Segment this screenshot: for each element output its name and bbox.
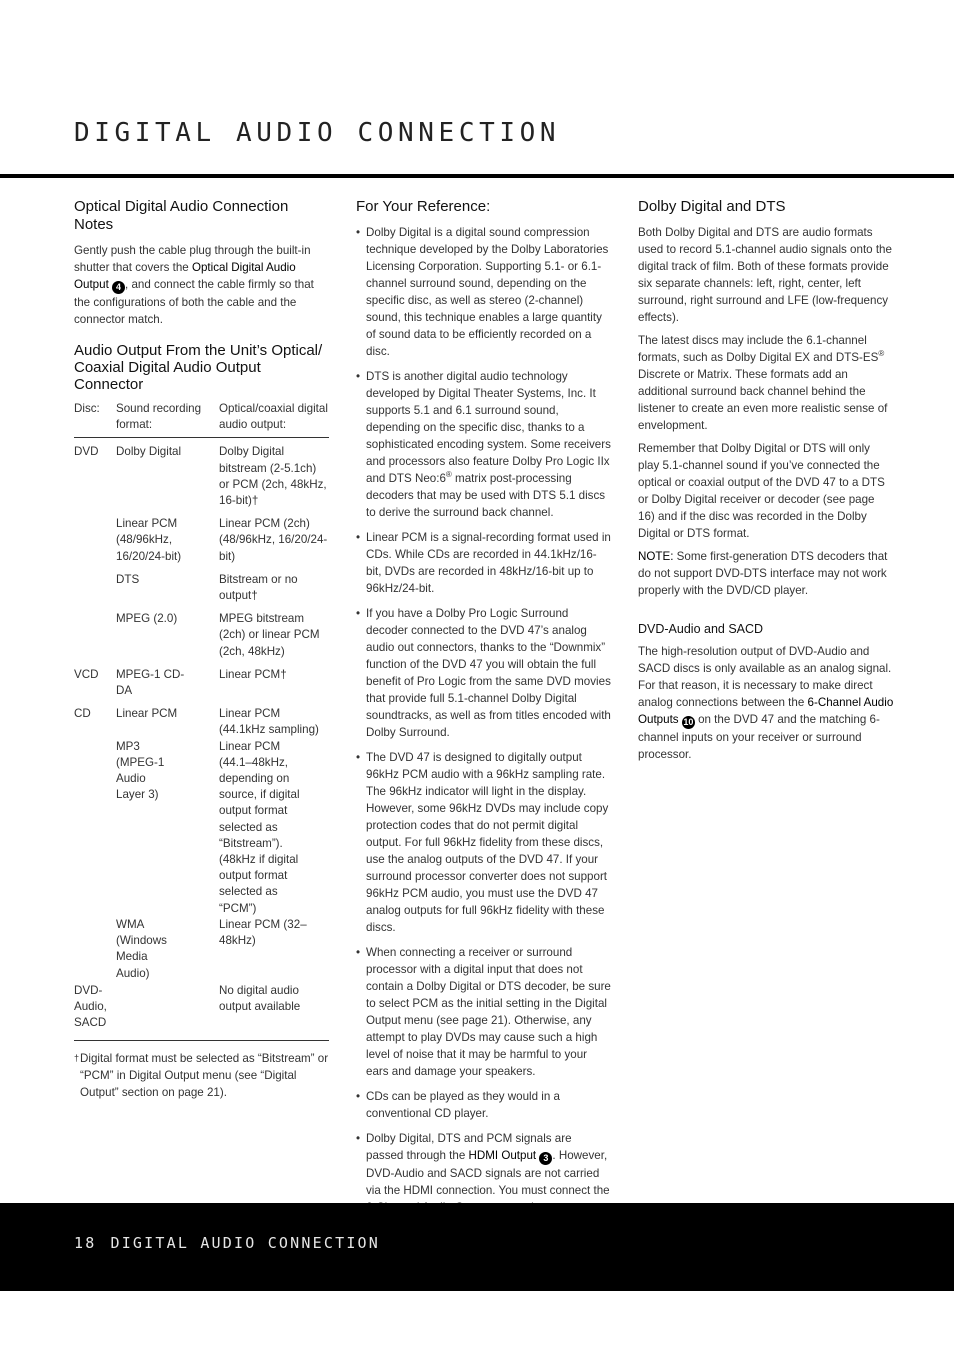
list-item: • CDs can be played as they would in a conventional CD player. xyxy=(356,1088,612,1122)
cell-disc xyxy=(74,611,116,660)
note-label: NOTE: xyxy=(638,550,674,563)
right-column xyxy=(638,198,894,763)
cell-format: MP3 (MPEG-1 Audio Layer 3) xyxy=(116,739,165,802)
header-disc: Disc: xyxy=(74,402,100,415)
cell-output: Linear PCM (32–48kHz) xyxy=(219,917,307,948)
bullet-text: DTS is another digital audio technology developed by Digital Theater Systems, Inc. It supports 5.1 and 6.1 surround sound, depending on the specific disc, thanks to a sophisticated encoding system. Some receivers and processors also feature Dolby Pro Logic IIx and DTS Neo:6 xyxy=(366,370,611,485)
bullet-text: . However, DVD-Audio and SACD signals are not carried via the HDMI connection. You must connect the xyxy=(366,1149,610,1197)
page-number: 18 xyxy=(74,1234,97,1252)
table-row xyxy=(74,572,329,604)
table-row xyxy=(74,611,329,660)
table-row xyxy=(74,917,329,982)
output-heading: Audio Output From the Unit’s Optical/ Coaxial Digital Audio Output Connector xyxy=(74,342,323,393)
list-item: • Dolby Digital is a digital sound compression technique developed by the Dolby Laboratories Licensing Corporation. Supporting 5.1- or 6.1-channel surround sound, depending on the specific disc, as well as stereo (2-channel) sound, this technique enables a large quantity of sound data to be efficiently recorded on a disc. xyxy=(356,224,612,360)
cell-format: Dolby Digital xyxy=(116,445,182,459)
footnote-mark: † xyxy=(74,1053,80,1064)
table-row xyxy=(74,667,329,699)
cell-format: WMA (Windows Media Audio) xyxy=(116,917,167,980)
hdmi-output-label: HDMI Output xyxy=(468,1149,537,1162)
cell-format: DTS xyxy=(116,572,140,586)
cell-output: Linear PCM (44.1kHz sampling) xyxy=(219,707,319,737)
dvd-audio-sacd-paragraph xyxy=(638,643,894,763)
list-item: • When connecting a receiver or surround processor with a digital input that does not contain a Dolby Digital or DTS decoder, be sure to select PCM as the initial setting in the Digital Output menu (see page 21). Otherwise, any attempt to play DVDs may cause such a high level of noise that it may be harmful to your ears and damage your speakers. xyxy=(356,944,612,1080)
cell-output: Linear PCM (44.1–48kHz, depending on source, if digital output format selected as “Bitstream”). (48kHz if digital output format selected as “PCM”) xyxy=(219,739,300,915)
paragraph-text: The high-resolution output of DVD-Audio and SACD discs is only available as an analog signal. For that reason, it is necessary to make direct analog connections between the xyxy=(638,645,892,709)
notes-text-2: , and connect the cable firmly so that the configurations of both the cable and the connector match. xyxy=(74,278,314,326)
middle-column xyxy=(356,198,612,1276)
table-bottom-rule xyxy=(74,1040,329,1041)
notes-heading: Optical Digital Audio Connection Notes xyxy=(74,198,289,233)
left-column xyxy=(74,198,329,1101)
list-item: • The DVD 47 is designed to digitally output 96kHz PCM audio with a 96kHz sampling rate. The 96kHz indicator will light in the display. However, some 96kHz DVDs may include copy protection codes that do not permit digital output. For full 96kHz fidelity from these discs, use the analog outputs of the DVD 47. If your surround processor converter does not support 96kHz PCM audio, you must use the DVD 47 analog outputs for full 96kHz fidelity with these discs. xyxy=(356,749,612,936)
paragraph-text: The latest discs may include the 6.1-channel formats, such as Dolby Digital EX and DTS-ES xyxy=(638,334,879,364)
dolby-dts-paragraph-2 xyxy=(638,332,894,434)
registered-mark: ® xyxy=(445,470,452,480)
cell-disc xyxy=(74,917,116,982)
cell-output: Bitstream or no output† xyxy=(219,572,298,603)
footnote xyxy=(74,1050,329,1101)
note-paragraph xyxy=(638,548,894,599)
six-channel-outputs-label: 6-Channel Audio Outputs xyxy=(638,696,894,726)
footer-section-title: DIGITAL AUDIO CONNECTION xyxy=(110,1234,381,1252)
footer-label xyxy=(74,1234,380,1252)
paragraph-text: Discrete or Matrix. These formats add an additional surround back channel behind the listener to create an even more realistic sense of envelopment. xyxy=(638,368,888,432)
list-item xyxy=(356,368,612,521)
cell-format: Linear PCM (48/96kHz, 16/20/24-bit) xyxy=(116,517,182,563)
audio-output-table xyxy=(74,401,329,1041)
cell-disc xyxy=(74,572,116,604)
reference-list xyxy=(356,224,612,1268)
table-row xyxy=(74,983,329,1032)
dvd-audio-sacd-heading: DVD-Audio and SACD xyxy=(638,622,764,636)
cell-output: Linear PCM (2ch) (48/96kHz, 16/20/24-bit) xyxy=(219,517,328,563)
cell-output: No digital audio output available xyxy=(219,983,301,1013)
cell-disc: VCD xyxy=(74,667,99,681)
cell-disc xyxy=(74,516,116,565)
table-row xyxy=(74,739,329,917)
cell-output: Dolby Digital bitstream (2-5.1ch) or PCM (2ch, 48kHz, 16-bit)† xyxy=(219,445,327,508)
table-row xyxy=(74,706,329,738)
callout-4-icon: 4 xyxy=(112,281,125,294)
cell-format: Linear PCM xyxy=(116,707,178,721)
dolby-dts-paragraph-3: Remember that Dolby Digital or DTS will only play 5.1-channel sound if you’ve connected the optical or coaxial output of the DVD 47 to a DTS or Dolby Digital receiver or decoder (see page 16) and if the disc was recorded in the Dolby Digital or DTS format. xyxy=(638,442,885,540)
registered-mark: ® xyxy=(878,349,885,359)
bullet-text: Dolby Digital, DTS and PCM signals are passed through the xyxy=(366,1132,572,1162)
table-row xyxy=(74,516,329,565)
paragraph-text: on the DVD 47 and the matching 6-channel inputs on your receiver or surround processor. xyxy=(638,713,880,761)
list-item: • Linear PCM is a signal-recording format used in CDs. While CDs are recorded in 44.1kHz/16-bit, DVDs are recorded in 48kHz/16-bit up to 96kHz/24-bit. xyxy=(356,529,612,597)
list-item: • If you have a Dolby Pro Logic Surround decoder connected to the DVD 47’s analog audio out connectors, thanks to the “Downmix” function of the DVD 47 you will obtain the full benefit of Pro Logic from the same DVD movies that provide full 5.1-channel Dolby Digital soundtracks, as well as from titles encoded with Dolby Surround. xyxy=(356,605,612,741)
optical-output-label: Optical Digital Audio Output xyxy=(74,261,296,291)
cell-format: MPEG (2.0) xyxy=(116,612,178,626)
table-row xyxy=(74,444,329,509)
dolby-dts-paragraph-1: Both Dolby Digital and DTS are audio formats used to record 5.1-channel audio signals onto the digital track of film. Both of these formats provide six separate channels: left, right, center, left surround, right surround and LFE (low-frequency effects). xyxy=(638,226,892,324)
cell-output: MPEG bitstream (2ch) or linear PCM (2ch, 48kHz) xyxy=(219,612,320,658)
callout-3-icon: 3 xyxy=(539,1152,552,1165)
notes-text-1: Gently push the cable plug through the built-in shutter that covers the xyxy=(74,244,311,274)
cell-disc xyxy=(74,739,116,917)
table-header xyxy=(74,401,329,438)
reference-heading: For Your Reference: xyxy=(356,198,491,215)
note-text: Some first-generation DTS decoders that do not support DVD-DTS interface may not work properly with the DVD/CD player. xyxy=(638,550,888,597)
page-title: DIGITAL AUDIO CONNECTION xyxy=(74,118,561,148)
footnote-text: Digital format must be selected as “Bitstream” or “PCM” in Digital Output menu (see “Digital Output” section on page 21). xyxy=(80,1052,329,1100)
cell-disc: DVD xyxy=(74,445,99,459)
cell-disc: CD xyxy=(74,707,91,721)
cell-output: Linear PCM† xyxy=(219,667,287,681)
dolby-dts-heading: Dolby Digital and DTS xyxy=(638,198,786,215)
header-output: Optical/coaxial digital audio output: xyxy=(219,402,328,432)
cell-format: MPEG-1 CD-DA xyxy=(116,667,185,698)
title-rule xyxy=(0,174,954,178)
callout-10-icon: 10 xyxy=(683,717,694,727)
bullet-text: matrix post-processing decoders that may be used with DTS 5.1 discs to derive the surround back channel. xyxy=(366,472,606,519)
notes-paragraph xyxy=(74,242,329,328)
header-format: Sound recording format: xyxy=(116,402,202,432)
cell-format xyxy=(116,983,219,1032)
cell-disc: DVD-Audio, SACD xyxy=(74,983,107,1030)
